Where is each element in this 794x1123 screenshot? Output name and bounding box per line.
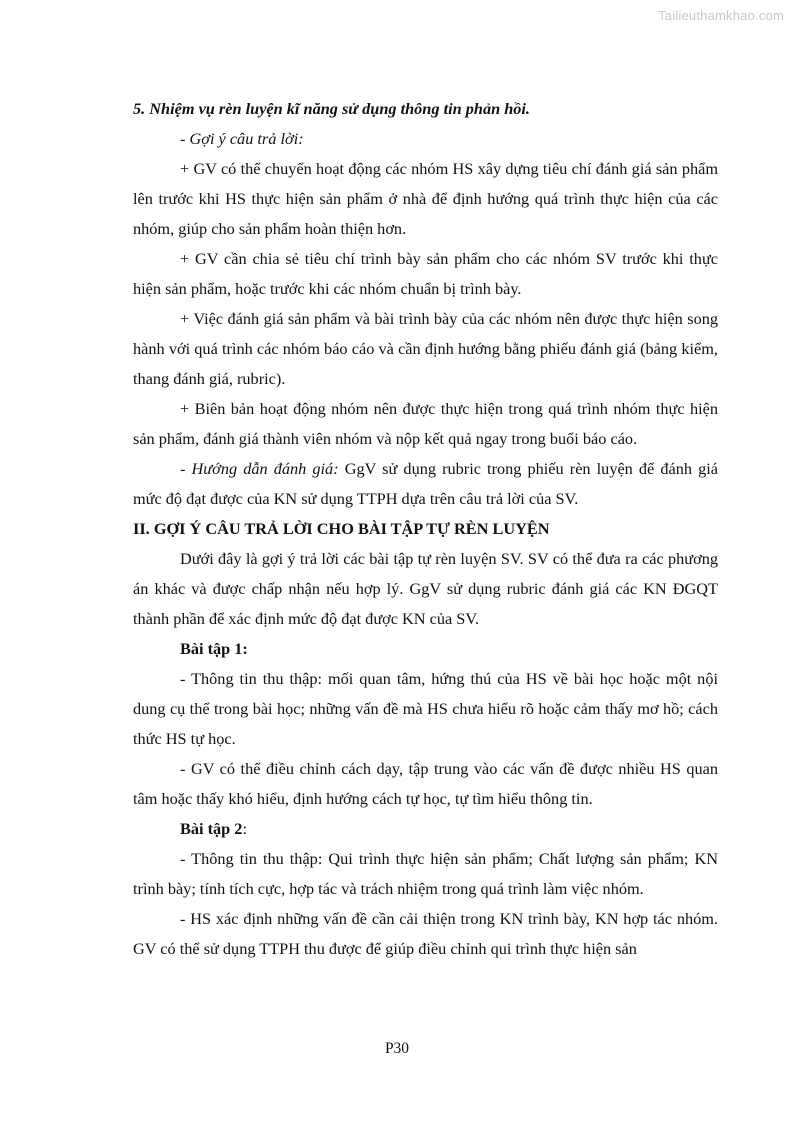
exercise-1-title: Bài tập 1: <box>180 639 248 658</box>
page-number: P30 <box>384 1040 410 1057</box>
section-2-intro: Dưới đây là gợi ý trả lời các bài tập tự rèn luyện SV. SV có thể đưa ra các phương án khác và được chấp nhận nếu hợp lý. GgV sử dụng rubric đánh giá các KN ĐGQT thành phần để xác định mức độ đạt được KN của SV. <box>133 549 718 628</box>
section-5-item-1: + GV có thể chuyển hoạt động các nhóm HS xây dựng tiêu chí đánh giá sản phẩm lên trước khi HS thực hiện sản phẩm ở nhà để định hướng quá trình thực hiện của các nhóm, giúp cho sản phẩm hoàn thiện hơn. <box>133 159 718 238</box>
exercise-2-item-1: - Thông tin thu thập: Qui trình thực hiện sản phẩm; Chất lượng sản phẩm; KN trình bày; tính tích cực, hợp tác và trách nhiệm trong quá trình làm việc nhóm. <box>133 849 718 898</box>
section-2-heading: II. GỢI Ý CÂU TRẢ LỜI CHO BÀI TẬP TỰ RÈN LUYỆN <box>133 519 550 538</box>
section-5-item-3: + Việc đánh giá sản phẩm và bài trình bày của các nhóm nên được thực hiện song hành với quá trình các nhóm báo cáo và cần định hướng bằng phiếu đánh giá (bảng kiểm, thang đánh giá, rubric). <box>133 309 718 388</box>
section-5-heading: 5. Nhiệm vụ rèn luyện kĩ năng sử dụng thông tin phản hồi. <box>133 99 530 118</box>
exercise-1-item-2: - GV có thể điều chỉnh cách dạy, tập trung vào các vấn đề được nhiều HS quan tâm hoặc thấy khó hiểu, định hướng cách tự học, tự tìm hiểu thông tin. <box>133 759 718 808</box>
evaluation-guide-text: GgV sử dụng rubric trong phiếu rèn luyện để đánh giá mức độ đạt được của KN sử dụng TTPH dựa trên câu trả lời của SV. <box>133 459 719 508</box>
suggestion-label: - Gợi ý câu trả lời: <box>180 129 304 148</box>
exercise-2-title-suffix: : <box>242 819 247 838</box>
document-body <box>133 94 718 964</box>
watermark: Tailieuthamkhao.com <box>658 8 784 23</box>
evaluation-guide-label: - Hướng dẫn đánh giá: <box>180 459 339 478</box>
evaluation-guide <box>133 454 718 514</box>
exercise-2-title: Bài tập 2 <box>180 819 243 838</box>
section-5-item-2: + GV cần chia sẻ tiêu chí trình bày sản phẩm cho các nhóm SV trước khi thực hiện sản phẩm, hoặc trước khi các nhóm chuẩn bị trình bày. <box>133 249 718 298</box>
exercise-2-title-line <box>133 814 718 844</box>
exercise-2-item-2: - HS xác định những vấn đề cần cải thiện trong KN trình bày, KN hợp tác nhóm. GV có thể sử dụng TTPH thu được để giúp điều chỉnh qui trình thực hiện sản <box>133 909 718 958</box>
exercise-1-item-1: - Thông tin thu thập: mối quan tâm, hứng thú của HS về bài học hoặc một nội dung cụ thể trong bài học; những vấn đề mà HS chưa hiểu rõ hoặc cảm thấy mơ hồ; cách thức HS tự học. <box>133 669 718 748</box>
section-5-item-4: + Biên bản hoạt động nhóm nên được thực hiện trong quá trình nhóm thực hiện sản phẩm, đánh giá thành viên nhóm và nộp kết quả ngay trong buổi báo cáo. <box>133 399 718 448</box>
